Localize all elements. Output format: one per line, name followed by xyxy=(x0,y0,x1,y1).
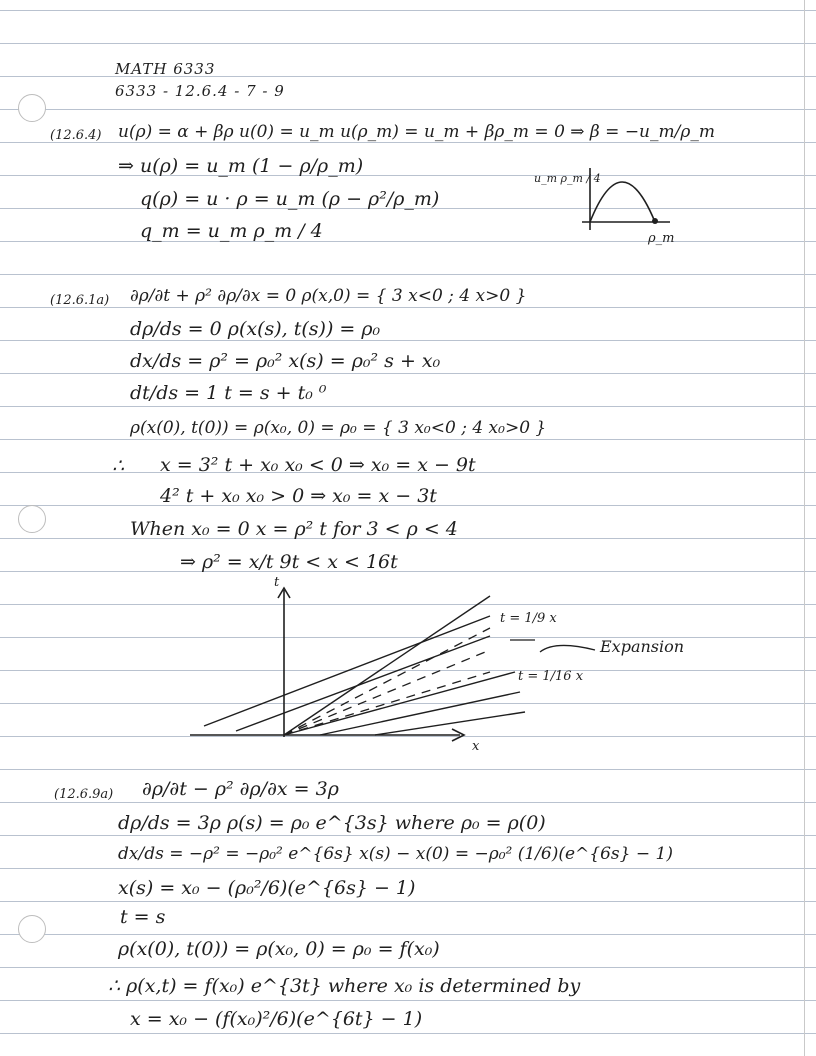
punch-hole-bottom xyxy=(18,915,46,943)
result-line: ⇒ ρ² = x/t 9t < x < 16t xyxy=(180,551,398,573)
problem-1-line-1: u(ρ) = α + βρ u(0) = u_m u(ρ_m) = u_m + βρ_m = 0 ⇒ β = −u_m/ρ_m xyxy=(118,122,715,142)
rho-m-point xyxy=(652,218,658,224)
problem-1-line-2: ⇒ u(ρ) = u_m (1 − ρ/ρ_m) xyxy=(118,155,364,177)
graph-max-label: u_m ρ_m / 4 xyxy=(534,172,601,185)
expansion-label: Expansion xyxy=(600,637,685,656)
characteristic-edge-upper xyxy=(284,596,490,735)
problem-3-line-8: x = x₀ − (f(x₀)²/6)(e^{6t} − 1) xyxy=(130,1008,423,1030)
problem-3-line-2: dρ/ds = 3ρ ρ(s) = ρ₀ e^{3s} where ρ₀ = ρ(0) xyxy=(118,812,546,834)
case-line-2: 4² t + x₀ x₀ > 0 ⇒ x₀ = x − 3t xyxy=(160,485,437,507)
course-title: MATH 6333 xyxy=(115,60,216,78)
assignment-code: 6333 - 12.6.4 - 7 - 9 xyxy=(115,82,285,100)
case-line-1: x = 3² t + x₀ x₀ < 0 ⇒ x₀ = x − 9t xyxy=(160,454,476,476)
characteristic-right-2 xyxy=(375,712,525,735)
characteristic-left-2 xyxy=(236,636,490,731)
t-axis-label: t xyxy=(274,575,280,590)
problem-3-line-7: ∴ ρ(x,t) = f(x₀) e^{3t} where x₀ is determined by xyxy=(108,975,581,997)
problem-1-line-3: q(ρ) = u · ρ = u_m (ρ − ρ²/ρ_m) xyxy=(140,188,440,210)
problem-2-line-3: dx/ds = ρ² = ρ₀² x(s) = ρ₀² s + x₀ xyxy=(130,350,441,372)
problem-1-line-4: q_m = u_m ρ_m / 4 xyxy=(140,220,323,242)
problem-2-line-5: ρ(x(0), t(0)) = ρ(x₀, 0) = ρ₀ = { 3 x₀<0 ; 4 x₀>0 } xyxy=(130,418,547,438)
x-axis-label: x xyxy=(472,739,480,754)
punch-hole-middle xyxy=(18,505,46,533)
line-label-one-ninth: t = 1/9 x xyxy=(500,611,557,626)
problem-3-line-6: ρ(x(0), t(0)) = ρ(x₀, 0) = ρ₀ = f(x₀) xyxy=(118,938,440,960)
problem-3-tag: (12.6.9a) xyxy=(54,787,114,802)
problem-3-line-1: ∂ρ/∂t − ρ² ∂ρ/∂x = 3ρ xyxy=(142,778,339,800)
expansion-pointer-curve xyxy=(540,645,595,652)
characteristics-diagram xyxy=(190,575,750,760)
problem-3-line-4: x(s) = x₀ − (ρ₀²/6)(e^{6s} − 1) xyxy=(118,877,416,899)
problem-3-line-3: dx/ds = −ρ² = −ρ₀² e^{6s} x(s) − x(0) = −ρ₀² (1/6)(e^{6s} − 1) xyxy=(118,844,673,864)
problem-2-line-2: dρ/ds = 0 ρ(x(s), t(s)) = ρ₀ xyxy=(130,318,381,340)
problem-2-line-1: ∂ρ/∂t + ρ² ∂ρ/∂x = 0 ρ(x,0) = { 3 x<0 ; 4 x>0 } xyxy=(130,286,527,306)
flux-parabola-curve xyxy=(590,182,655,222)
line-label-one-sixteenth: t = 1/16 x xyxy=(518,669,584,684)
flux-parabola-graph xyxy=(520,160,690,250)
problem-3-line-5: t = s xyxy=(120,906,166,928)
therefore-symbol: ∴ xyxy=(112,455,125,477)
when-line: When x₀ = 0 x = ρ² t for 3 < ρ < 4 xyxy=(130,518,458,540)
punch-hole-top xyxy=(18,94,46,122)
problem-1-tag: (12.6.4) xyxy=(50,128,102,143)
graph-rho-m-label: ρ_m xyxy=(648,231,675,246)
problem-2-line-4: dt/ds = 1 t = s + t₀ ⁰ xyxy=(130,382,327,404)
right-margin-line xyxy=(804,0,805,1056)
problem-2-tag: (12.6.1a) xyxy=(50,293,110,308)
